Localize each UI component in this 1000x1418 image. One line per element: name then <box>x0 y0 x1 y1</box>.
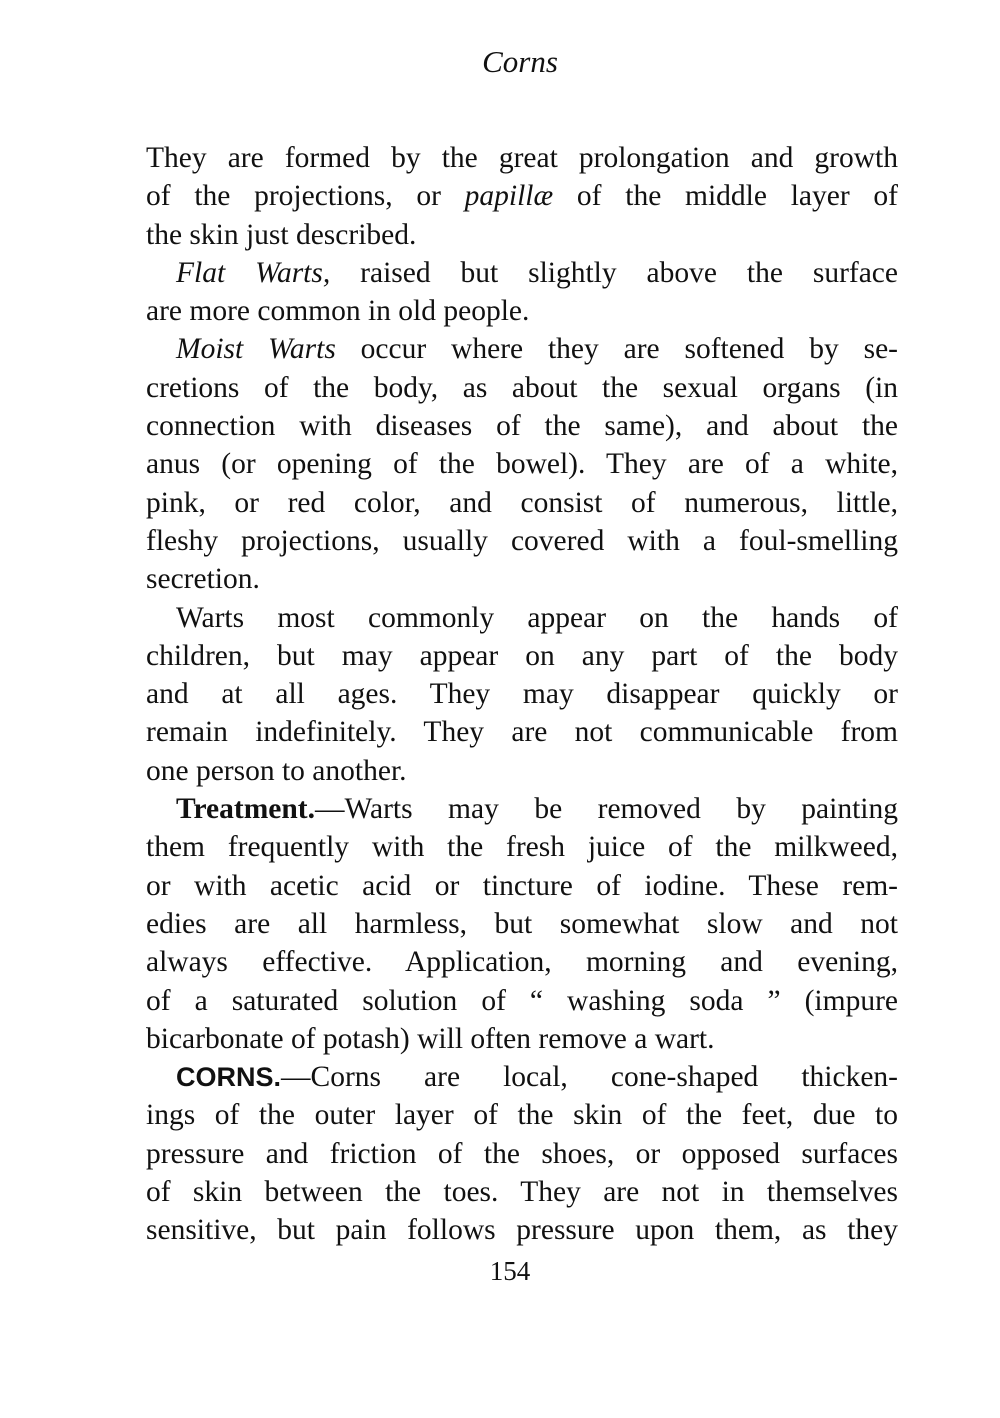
text-line <box>146 560 898 598</box>
text-line <box>146 752 898 790</box>
paragraph <box>146 1058 898 1249</box>
running-head: Corns <box>482 44 558 79</box>
text-line <box>146 790 898 828</box>
bold-heading: Treatment. <box>176 793 315 826</box>
text-line <box>146 1211 898 1249</box>
text-line <box>146 445 898 483</box>
text-line <box>146 828 898 866</box>
text-line <box>146 982 898 1020</box>
bold-heading: CORNS. <box>176 1062 282 1093</box>
italic-text: Flat Warts, <box>176 256 331 289</box>
paragraph <box>146 139 898 254</box>
text-segment: of a saturated solution of “ washing soda ” (impure <box>146 984 898 1017</box>
text-line <box>146 867 898 905</box>
text-line <box>146 254 898 292</box>
text-line <box>146 713 898 751</box>
text-line <box>146 1096 898 1134</box>
text-line <box>146 139 898 177</box>
text-line <box>146 369 898 407</box>
text-segment: cretions of the body, as about the sexual organs (in <box>146 371 898 404</box>
text-segment: edies are all harmless, but somewhat slow and not <box>146 907 898 940</box>
text-line <box>146 522 898 560</box>
page-number: 154 <box>489 1256 531 1286</box>
text-line <box>146 599 898 637</box>
text-line <box>146 330 898 368</box>
text-segment: Warts most commonly appear on the hands of <box>176 601 898 634</box>
italic-text: Moist Warts <box>176 333 336 366</box>
text-line <box>146 943 898 981</box>
text-segment: fleshy projections, usually covered with a foul-smelling <box>146 524 898 557</box>
paragraph <box>146 330 898 598</box>
text-segment: pressure and friction of the shoes, or opposed surfaces <box>146 1137 898 1170</box>
text-segment: —Warts may be removed by painting <box>315 793 898 826</box>
text-segment: or with acetic acid or tincture of iodine. These rem- <box>146 869 898 902</box>
text-segment: pink, or red color, and consist of numerous, little, <box>146 486 898 519</box>
text-segment: —Corns are local, cone-shaped thicken- <box>281 1061 898 1094</box>
text-line <box>146 407 898 445</box>
text-line <box>146 637 898 675</box>
text-segment: the skin just described. <box>146 218 417 251</box>
text-line <box>146 177 898 215</box>
text-segment: sensitive, but pain follows pressure upon them, as they <box>146 1214 898 1247</box>
text-segment: They are formed by the great prolongation and growth <box>146 142 898 174</box>
text-segment: secretion. <box>146 563 260 596</box>
italic-text: papillæ <box>464 180 554 213</box>
paragraph <box>146 599 898 790</box>
text-line <box>146 1020 898 1058</box>
text-line <box>146 484 898 522</box>
text-line <box>146 216 898 254</box>
text-segment: and at all ages. They may disappear quickly or <box>146 678 898 711</box>
text-segment: of the middle layer of <box>553 180 898 213</box>
text-segment: them frequently with the fresh juice of the milkweed, <box>146 831 898 864</box>
text-segment: children, but may appear on any part of the body <box>146 639 898 672</box>
text-segment: ings of the outer layer of the skin of the feet, due to <box>146 1099 898 1132</box>
text-segment: anus (or opening of the bowel). They are of a white, <box>146 448 898 481</box>
text-segment: remain indefinitely. They are not communicable from <box>146 716 898 749</box>
paragraph <box>146 790 898 1058</box>
text-segment: of the projections, or <box>146 180 465 213</box>
text-line <box>146 1058 898 1096</box>
text-line <box>146 905 898 943</box>
text-segment: are more common in old people. <box>146 295 530 328</box>
text-segment: of skin between the toes. They are not in themselves <box>146 1176 898 1209</box>
text-segment: occur where they are softened by se- <box>335 333 898 366</box>
body-text <box>146 139 898 1250</box>
text-line <box>146 292 898 330</box>
text-segment: connection with diseases of the same), and about the <box>146 410 898 443</box>
text-line <box>146 1173 898 1211</box>
text-segment: bicarbonate of potash) will often remove a wart. <box>146 1022 715 1055</box>
text-segment: one person to another. <box>146 754 407 787</box>
text-line <box>146 675 898 713</box>
text-segment: raised but slightly above the surface <box>330 256 898 289</box>
text-segment: always effective. Application, morning and evening, <box>146 946 898 979</box>
paragraph <box>146 254 898 331</box>
text-line <box>146 1135 898 1173</box>
